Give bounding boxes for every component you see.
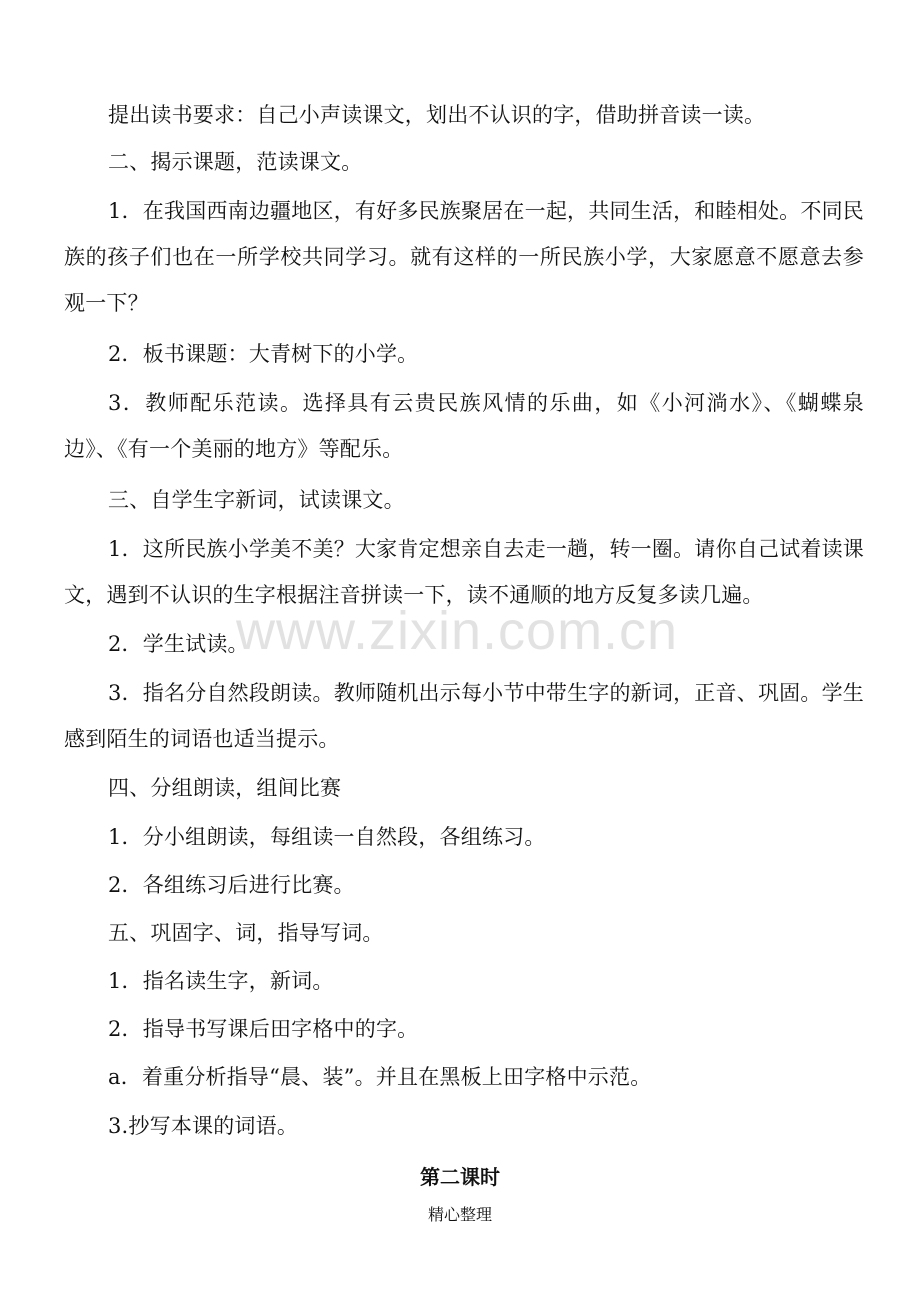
- paragraph-3-3: 3．指名分自然段朗读。教师随机出示每小节中带生字的新词，正音、巩固。学生感到陌生的词语也适当提示。: [64, 681, 864, 751]
- watermark: www.zixin.com.cn: [236, 601, 679, 661]
- paragraph-4-1: 1．分小组朗读，每组读一自然段，各组练习。: [108, 825, 546, 849]
- paragraph-2-3: 3．教师配乐范读。选择具有云贵民族风情的乐曲，如《小河淌水》、《蝴蝶泉边》、《有一个美丽的地方》等配乐。: [64, 391, 864, 461]
- section-4-title: 四、分组朗读，组间比赛: [108, 776, 342, 800]
- section-5-title: 五、巩固字、词，指导写词。: [108, 921, 384, 945]
- paragraph-5-1: 1．指名读生字，新词。: [108, 969, 334, 993]
- paragraph-3-1: 1．这所民族小学美不美？大家肯定想亲自去走一趟，转一圈。请你自己试着读课文，遇到不认识的生字根据注音拼读一下，读不通顺的地方反复多读几遍。: [64, 537, 864, 607]
- section-2-title: 二、揭示课题，范读课文。: [108, 150, 363, 174]
- section-3-title: 三、自学生字新词，试读课文。: [108, 488, 405, 512]
- section-heading: 第二课时: [420, 1165, 500, 1189]
- paragraph-3-2: 2．学生试读。: [108, 632, 249, 656]
- paragraph-5-a: a．着重分析指导“晨、装”。并且在黑板上田字格中示范。: [108, 1065, 652, 1089]
- paragraph-2-1: 1．在我国西南边疆地区，有好多民族聚居在一起，共同生活，和睦相处。不同民族的孩子们也在一所学校共同学习。就有这样的一所民族小学，大家愿意不愿意去参观一下？: [64, 199, 864, 315]
- paragraph-reading-requirement: 提出读书要求：自己小声读课文，划出不认识的字，借助拼音读一读。: [108, 103, 766, 127]
- paragraph-4-2: 2．各组练习后进行比赛。: [108, 873, 355, 897]
- footer-text: 精心整理: [427, 1205, 492, 1224]
- paragraph-5-3: 3.抄写本课的词语。: [108, 1114, 299, 1138]
- paragraph-5-2: 2．指导书写课后田字格中的字。: [108, 1017, 419, 1041]
- paragraph-2-2: 2．板书课题：大青树下的小学。: [108, 342, 419, 366]
